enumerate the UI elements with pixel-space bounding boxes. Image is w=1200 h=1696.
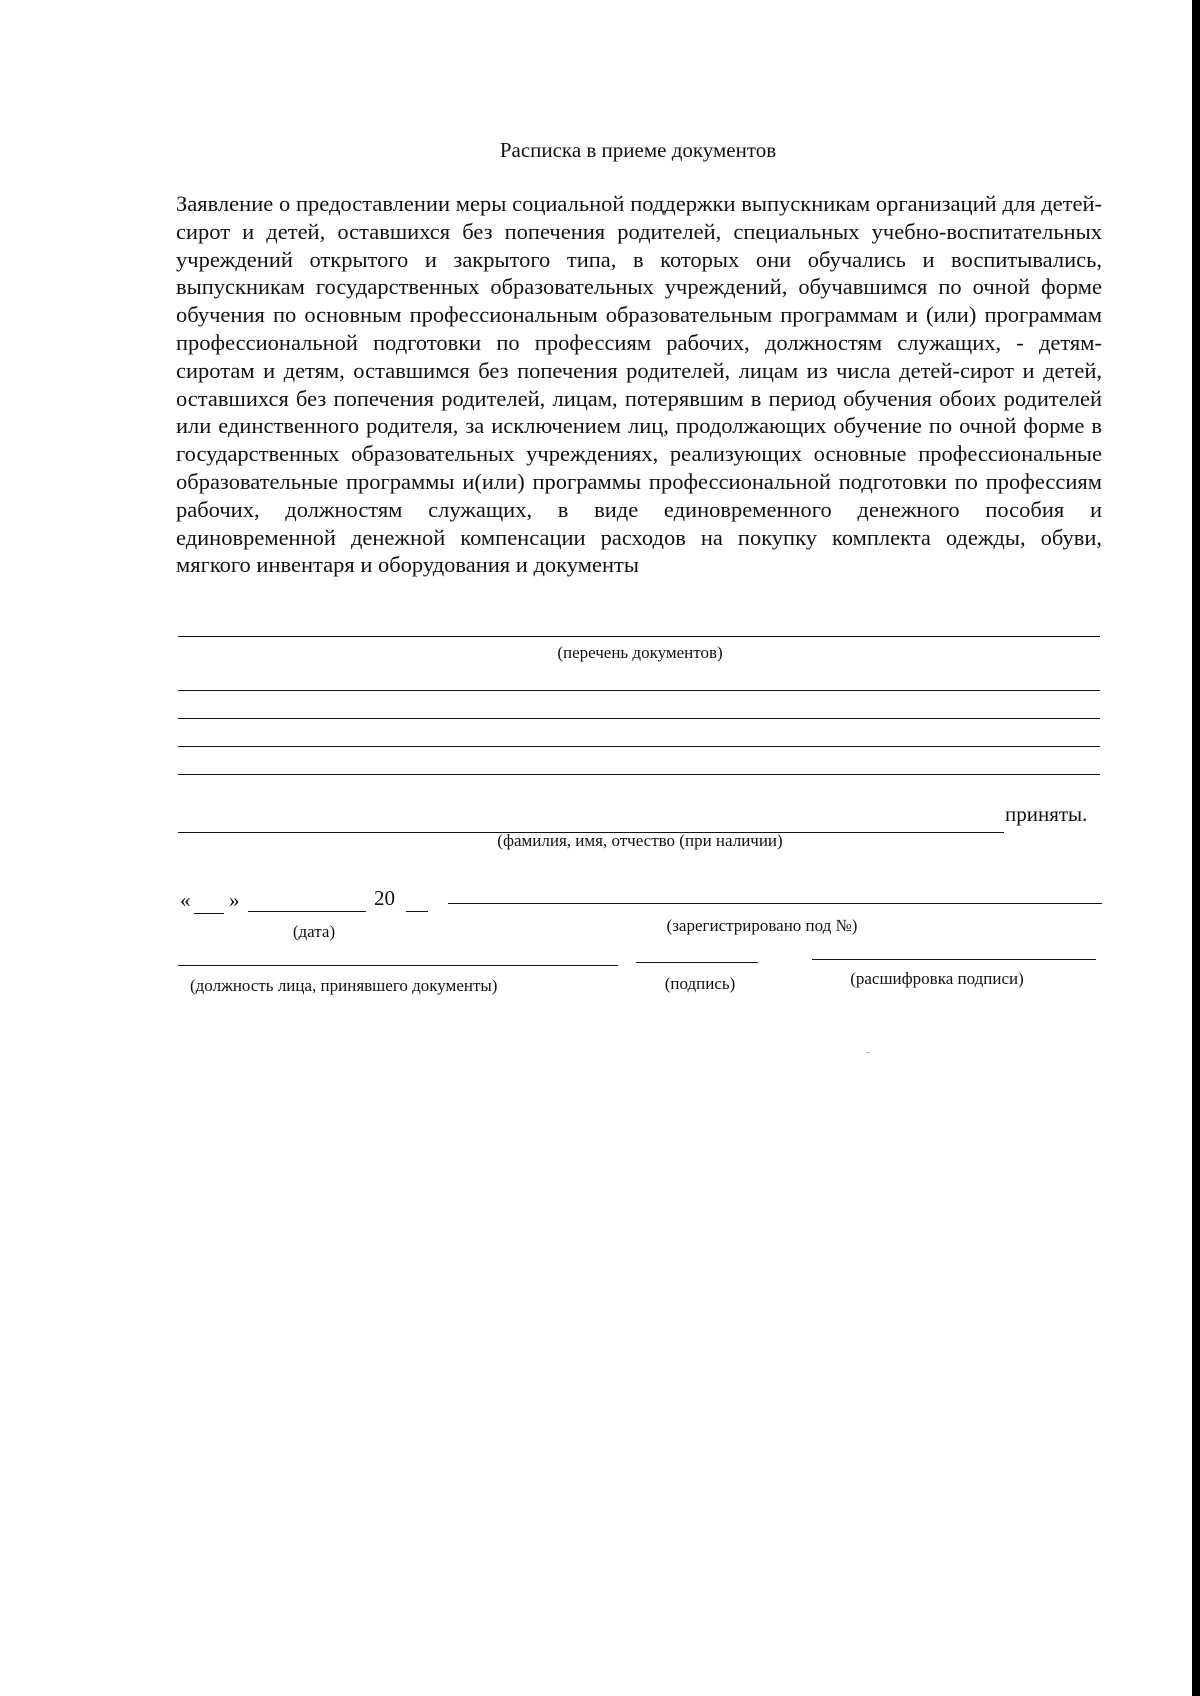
date-day-line[interactable]: [194, 913, 224, 914]
documents-blank-line[interactable]: [178, 718, 1100, 719]
scan-speck: [866, 1052, 870, 1053]
documents-blank-line[interactable]: [178, 690, 1100, 691]
date-close-quote: »: [229, 888, 240, 912]
position-line[interactable]: [178, 965, 618, 966]
registration-number-caption: (зарегистрировано под №): [666, 916, 858, 935]
position-caption: (должность лица, принявшего документы): [190, 976, 498, 995]
documents-list-line[interactable]: [178, 636, 1100, 637]
signature-decoding-caption: (расшифровка подписи): [850, 969, 1024, 988]
date-month-line[interactable]: [248, 911, 366, 912]
date-open-quote: «: [180, 888, 191, 912]
date-caption: (дата): [292, 922, 336, 941]
document-title: Расписка в приеме документов: [499, 138, 777, 162]
date-year-prefix: 20: [374, 886, 395, 910]
signature-decoding-line[interactable]: [812, 959, 1096, 960]
signature-line[interactable]: [636, 962, 758, 963]
accepted-word: приняты.: [1005, 802, 1088, 826]
signature-caption: (подпись): [664, 974, 736, 993]
documents-blank-line[interactable]: [178, 746, 1100, 747]
statement-paragraph: Заявление о предоставлении меры социальной поддержки выпускникам организаций для детей-сирот и детей, оставшихся без попечения родителей, специальных учебно-воспитательных учреждений открытого и закрытого типа, в которых они обучались и воспитывались, выпускникам государственных образовательных учреждений, обучавшимся по очной форме обучения по основным профессиональным образовательным программам и (или) программам профессиональной подготовки по профессиям рабочих, должностям служащих, - детям-сиротам и детям, оставшимся без попечения родителей, лицам из числа детей-сирот и детей, оставшихся без попечения родителей, лицам, потерявшим в период обучения обоих родителей или единственного родителя, за исключением лиц, продолжающих обучение по очной форме в государственных образовательных учреждениях, реализующих основные профессиональные образовательные программы и(или) программы профессиональной подготовки по профессиям рабочих, должностям служащих, в виде единовременного денежного пособия и единовременной денежной компенсации расходов на покупку комплекта одежды, обуви, мягкого инвентаря и оборудования и документы: [176, 191, 1102, 578]
fio-caption: (фамилия, имя, отчество (при наличии): [497, 831, 783, 850]
documents-blank-line[interactable]: [178, 774, 1100, 775]
documents-list-caption: (перечень документов): [557, 643, 723, 662]
date-year-line[interactable]: [406, 911, 428, 912]
scan-page-edge: [1192, 0, 1200, 1696]
registration-number-line[interactable]: [448, 903, 1102, 904]
